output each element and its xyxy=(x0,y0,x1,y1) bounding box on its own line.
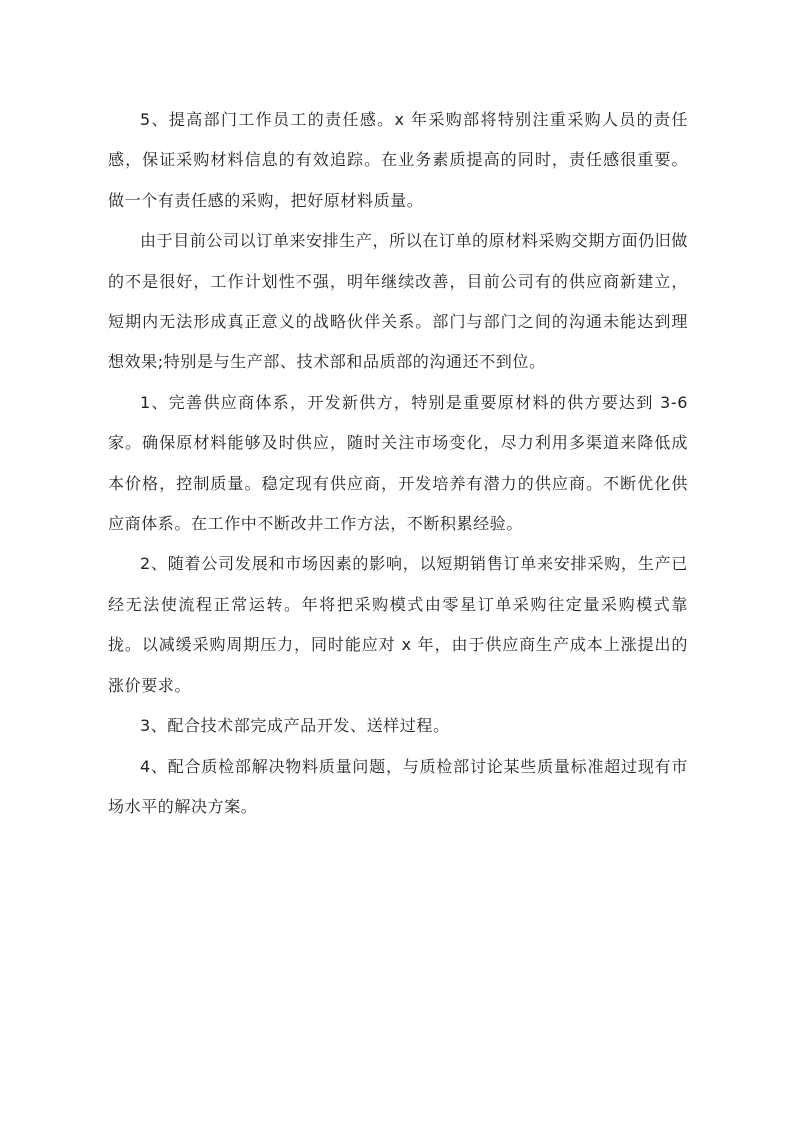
paragraph-purchasing-mode: 2、随着公司发展和市场因素的影响，以短期销售订单来安排采购，生产已经无法使流程正常运转。年将把采购模式由零星订单采购往定量采购模式靠拢。以减缓采购周期压力，同时能应对 x 年，由于供应商生产成本上涨提出的涨价要求。 xyxy=(108,554,688,695)
paragraph-supplier-system: 1、完善供应商体系，开发新供方，特别是重要原材料的供方要达到 3-6 家。确保原材料能够及时供应，随时关注市场变化，尽力利用多渠道来降低成本价格，控制质量。稳定现有供应商，开发培养有潜力的供应商。不断优化供应商体系。在工作中不断改井工作方法，不断积累经验。 xyxy=(108,392,688,534)
document-page xyxy=(108,100,688,827)
paragraph-current-issues: 由于目前公司以订单来安排生产，所以在订单的原材料采购交期方面仍旧做的不是很好，工作计划性不强，明年继续改善，目前公司有的供应商新建立，短期内无法形成真正意义的战略伙伴关系。部门与部门之间的沟通未能达到理想效果;特别是与生产部、技术部和品质部的沟通还不到位。 xyxy=(108,231,688,372)
paragraph-tech-cooperation: 3、配合技术部完成产品开发、送样过程。 xyxy=(140,716,450,736)
paragraph-quality-cooperation: 4、配合质检部解决物料质量问题，与质检部讨论某些质量标准超过现有市场水平的解决方案。 xyxy=(108,756,688,816)
paragraph-responsibility: 5、提高部门工作员工的责任感。x 年采购部将特别注重采购人员的责任感，保证采购材料信息的有效追踪。在业务素质提高的同时，责任感很重要。做一个有责任感的采购，把好原材料质量。 xyxy=(108,110,688,210)
